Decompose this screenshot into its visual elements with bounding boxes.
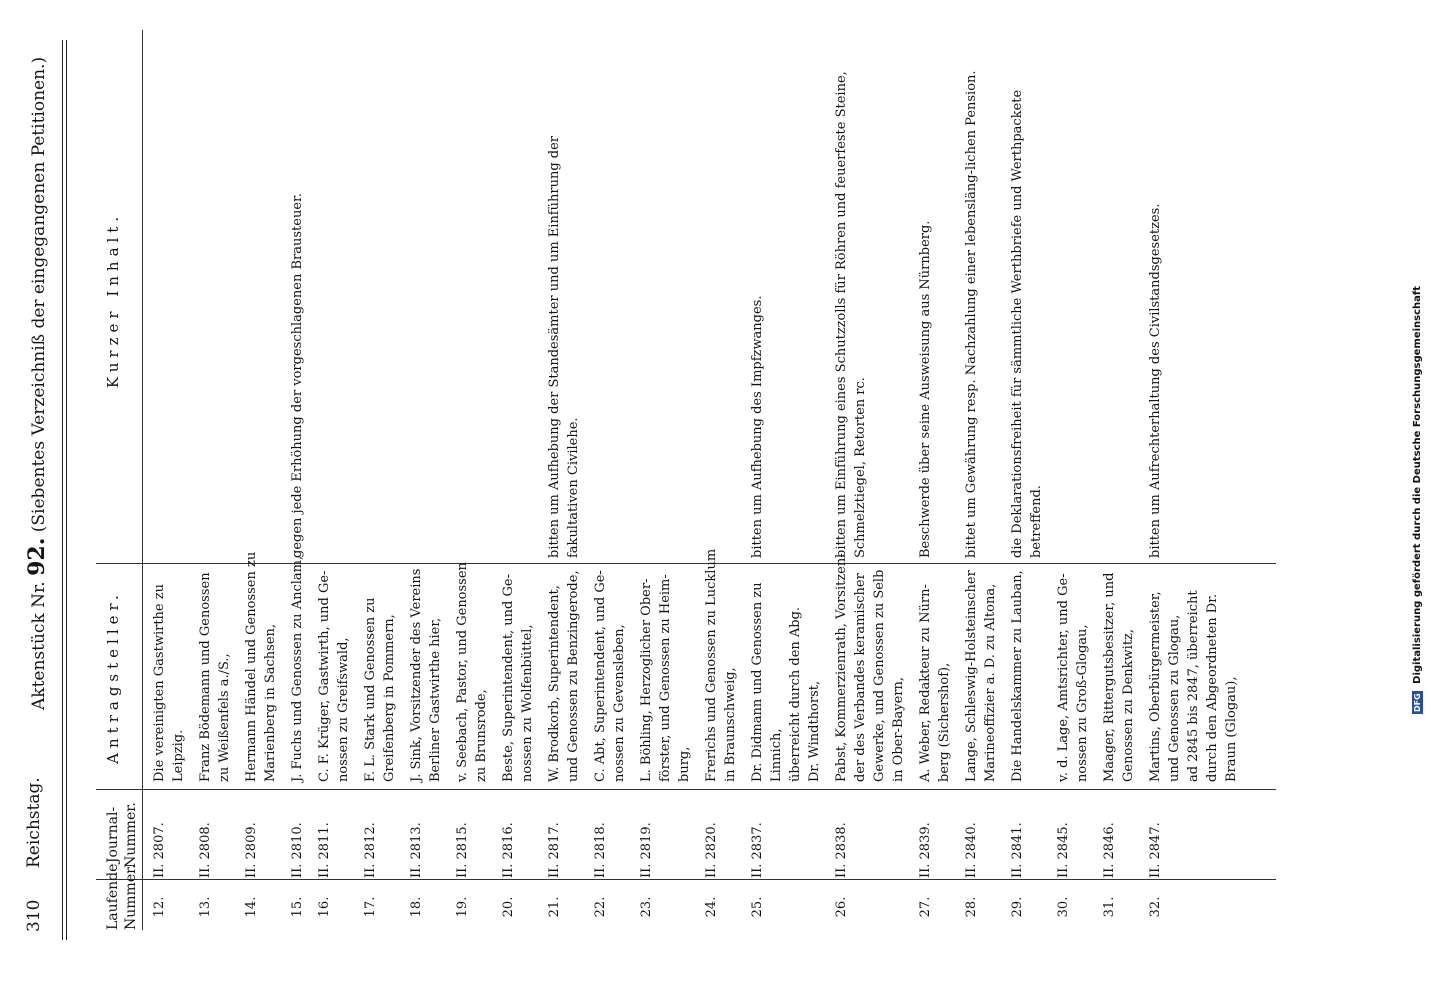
cell-lfd: 12. (152, 896, 167, 918)
antragsteller-line: förster, und Genossen zu Heim- (658, 574, 673, 782)
title-number: 92. (24, 537, 50, 576)
cell-journal: II. 2846. (1102, 822, 1117, 878)
cell-lfd: 25. (750, 896, 765, 918)
cell-journal: II. 2816. (501, 822, 516, 878)
cell-antragsteller (832, 553, 908, 782)
cell-inhalt: bitten um Aufhebung des Impfzwanges. (750, 295, 765, 558)
antragsteller-line: nossen zu Gevensleben, (612, 624, 627, 782)
cell-lfd: 14. (244, 896, 259, 918)
cell-antragsteller (242, 551, 280, 782)
cell-journal: II. 2840. (964, 822, 979, 878)
page-number: 310 (24, 899, 44, 932)
cell-journal: II. 2812. (363, 822, 378, 878)
antragsteller-line: nossen zu Wolfenbüttel, (520, 624, 535, 782)
cell-journal: II. 2847. (1148, 822, 1163, 878)
antragsteller-line: Martins, Oberbürgermeister, (1148, 591, 1163, 782)
antragsteller-line: zu Brunsrode, (474, 689, 489, 782)
petition-table (96, 30, 1276, 930)
cell-lfd: 26. (834, 896, 849, 918)
antragsteller-line: Genossen zu Denkwitz, (1121, 628, 1136, 782)
cell-lfd: 18. (409, 896, 424, 918)
cell-antragsteller (361, 572, 399, 782)
antragsteller-line: zu Weißenfels a./S., (217, 653, 232, 782)
antragsteller-line: Greifenberg in Pommern, (382, 614, 397, 782)
cell-antragsteller (1008, 572, 1027, 782)
cell-journal: II. 2819. (639, 822, 654, 878)
cell-lfd: 29. (1010, 896, 1025, 918)
cell-lfd: 24. (704, 896, 719, 918)
antragsteller-line: Gewerke, und Genossen zu Selb (872, 569, 887, 782)
header-bottom-rule (142, 30, 143, 930)
cell-journal: II. 2838. (834, 822, 849, 878)
cell-lfd: 17. (363, 896, 378, 918)
antragsteller-line: Dr. Didmann und Genossen zu (750, 582, 765, 782)
cell-antragsteller (916, 572, 954, 782)
col-header-journal: Journal-Nummer. (105, 802, 139, 868)
col-header-lfd: Laufende Nummer. (105, 863, 139, 930)
cell-antragsteller (962, 572, 1000, 782)
cell-antragsteller (545, 572, 583, 782)
cell-antragsteller (150, 572, 188, 782)
cell-inhalt: Beschwerde über seine Ausweisung aus Nürnberg. (918, 220, 933, 558)
cell-inhalt: bitten um Aufrechterhaltung des Civilstandsgesetzes. (1148, 203, 1163, 558)
cell-lfd: 20. (501, 896, 516, 918)
antragsteller-line: nossen zu Greifswald, (336, 637, 351, 782)
cell-lfd: 13. (198, 896, 213, 918)
antragsteller-line: J. Fuchs und Genossen zu Anclam, (290, 555, 305, 782)
antragsteller-line: in Ober-Bayern, (891, 676, 906, 782)
cell-antragsteller (288, 555, 307, 782)
antragsteller-line: Marineoffizier a. D. zu Altona, (983, 583, 998, 782)
cell-lfd: 16. (317, 896, 332, 918)
antragsteller-line: Franz Bödemann und Genossen (198, 572, 213, 782)
antragsteller-line: Berliner Gastwirthe hier, (428, 617, 443, 782)
cell-journal: II. 2810. (290, 822, 305, 878)
cell-lfd: 15. (290, 896, 305, 918)
cell-antragsteller (196, 572, 234, 782)
cell-antragsteller (1100, 572, 1138, 782)
antragsteller-line: Maager, Rittergutsbesitzer, und (1102, 572, 1117, 782)
cell-antragsteller (499, 572, 537, 782)
cell-antragsteller (453, 562, 491, 782)
antragsteller-line: L. Böhling, Herzoglicher Ober- (639, 578, 654, 782)
header-source: Reichstag. (24, 777, 44, 868)
page-header (18, 12, 60, 932)
cell-journal: II. 2837. (750, 822, 765, 878)
cell-antragsteller (702, 548, 740, 782)
credit-text: Digitalisierung gefördert durch die Deutsche Forschungsgemeinschaft (1412, 285, 1423, 684)
cell-inhalt: bittet um Gewährung resp. Nachzahlung einer lebensläng-lichen Pension. (964, 70, 979, 558)
cell-journal: II. 2845. (1056, 822, 1071, 878)
antragsteller-line: nossen zu Groß-Glogau, (1075, 624, 1090, 782)
antragsteller-line: v. d. Lage, Amtsrichter, und Ge- (1056, 573, 1071, 782)
antragsteller-line: berg (Sichershof), (937, 662, 952, 782)
cell-antragsteller (1054, 572, 1092, 782)
antragsteller-line: Marienberg in Sachsen, (263, 623, 278, 782)
antragsteller-line: durch den Abgeordneten Dr. (1205, 593, 1220, 782)
antragsteller-line: C. F. Krüger, Gastwirth, und Ge- (317, 570, 332, 782)
antragsteller-line: Die Handelskammer zu Lauban, (1010, 570, 1025, 782)
column-divider (96, 879, 1276, 880)
antragsteller-line: Die vereinigten Gastwirthe zu (152, 584, 167, 782)
cell-lfd: 28. (964, 896, 979, 918)
cell-antragsteller (315, 572, 353, 782)
header-rule (62, 40, 63, 940)
digitization-credit (1412, 6, 1430, 994)
antragsteller-line: Linnich, (769, 728, 784, 782)
cell-lfd: 31. (1102, 896, 1117, 918)
cell-journal: II. 2820. (704, 822, 719, 878)
cell-lfd: 21. (547, 896, 562, 918)
cell-inhalt: die Deklarationsfreiheit für sämmtliche Werthbriefe und Werthpackete betreffend. (1010, 89, 1044, 558)
cell-antragsteller (748, 572, 824, 782)
antragsteller-line: C. Abt, Superintendent, und Ge- (593, 570, 608, 782)
cell-lfd: 32. (1148, 896, 1163, 918)
cell-journal: II. 2811. (317, 822, 332, 878)
antragsteller-line: Hermann Händel und Genossen zu (244, 551, 259, 782)
cell-inhalt: bitten um Einführung eines Schutzzolls für Röhren und feuerfeste Steine, Schmelztiegel, Retorten rc. (834, 71, 868, 558)
dfg-logo-icon: DFG (1413, 693, 1422, 713)
antragsteller-line: J. Sink, Vorsitzender des Vereins (409, 568, 424, 782)
antragsteller-line: Leipzig. (171, 729, 186, 782)
antragsteller-line: und Genossen zu Benzingerode, (566, 570, 581, 782)
antragsteller-line: überreicht durch den Abg. (788, 606, 803, 782)
column-divider (96, 563, 1276, 564)
cell-journal: II. 2839. (918, 822, 933, 878)
cell-lfd: 22. (593, 896, 608, 918)
cell-journal: II. 2813. (409, 822, 424, 878)
antragsteller-line: Pabst, Kommerzienrath, Vorsitzen- (834, 553, 849, 782)
antragsteller-line: Frerichs und Genossen zu Lucklum (704, 548, 719, 782)
cell-lfd: 30. (1056, 896, 1071, 918)
cell-journal: II. 2807. (152, 822, 167, 878)
cell-antragsteller (1146, 572, 1241, 782)
antragsteller-line: Braun (Glogau), (1224, 676, 1239, 782)
cell-lfd: 27. (918, 896, 933, 918)
antragsteller-line: F. L. Stark und Genossen zu (363, 597, 378, 782)
antragsteller-line: ad 2845 bis 2847, überreicht (1186, 590, 1201, 782)
cell-antragsteller (407, 568, 445, 782)
cell-journal: II. 2815. (455, 822, 470, 878)
cell-inhalt: bitten um Aufhebung der Standesämter und um Einführung der fakultativen Civilehe. (547, 135, 581, 558)
cell-journal: II. 2808. (198, 822, 213, 878)
cell-lfd: 23. (639, 896, 654, 918)
antragsteller-line: burg, (677, 746, 692, 782)
col-header-inhalt: Kurzer Inhalt. (104, 211, 122, 389)
cell-antragsteller (591, 572, 629, 782)
cell-antragsteller (637, 572, 694, 782)
title-prefix: Aktenstück Nr. (29, 581, 49, 710)
header-title (24, 57, 50, 710)
antragsteller-line: Beste, Superintendent, und Ge- (501, 574, 516, 782)
header-rule-double (66, 40, 67, 940)
cell-inhalt: gegen jede Erhöhung der vorgeschlagenen Brausteuer. (290, 193, 305, 558)
cell-journal: II. 2817. (547, 822, 562, 878)
cell-journal: II. 2809. (244, 822, 259, 878)
antragsteller-line: A. Weber, Redakteur zu Nürn- (918, 584, 933, 782)
antragsteller-line: der des Verbandes keramischer (853, 573, 868, 782)
antragsteller-line: Dr. Windthorst, (807, 680, 822, 782)
cell-lfd: 19. (455, 896, 470, 918)
col-header-antragsteller: Antragsteller. (104, 590, 122, 764)
antragsteller-line: W. Brodkorb, Superintendent, (547, 585, 562, 782)
antragsteller-line: v. Seebach, Pastor, und Genossen (455, 562, 470, 782)
antragsteller-line: und Genossen zu Glogau, (1167, 614, 1182, 782)
cell-journal: II. 2841. (1010, 822, 1025, 878)
antragsteller-line: Lange, Schleswig-Holsteinscher (964, 570, 979, 782)
column-divider (96, 789, 1276, 790)
cell-journal: II. 2818. (593, 822, 608, 878)
title-suffix: (Siebentes Verzeichniß der eingegangenen Petitionen.) (29, 56, 49, 533)
antragsteller-line: in Braunschweig, (723, 667, 738, 782)
